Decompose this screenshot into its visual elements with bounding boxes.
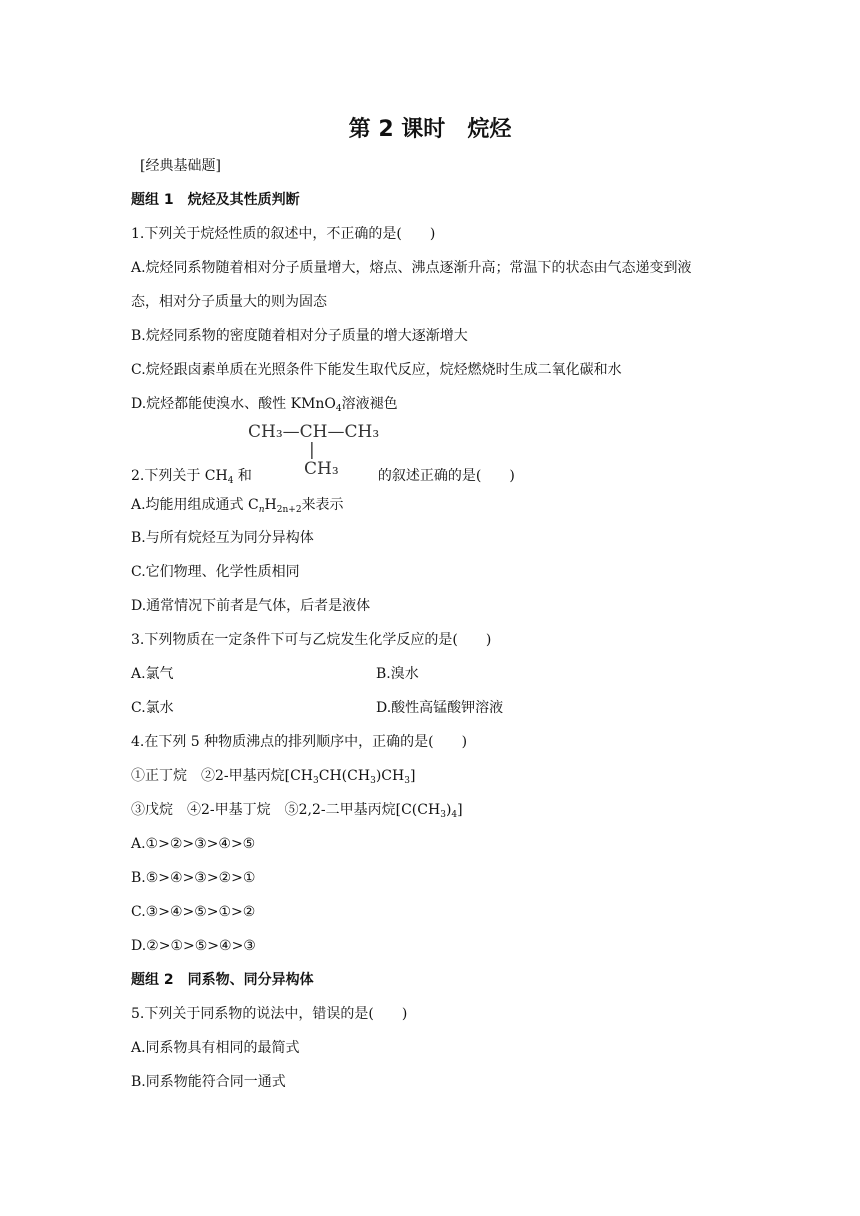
q5-option-b: B.同系物能符合同一通式 bbox=[131, 1074, 286, 1090]
q3-option-c: C.氯水 bbox=[131, 700, 174, 716]
section-label: [经典基础题] bbox=[140, 158, 221, 174]
q3-stem: 3.下列物质在一定条件下可与乙烷发生化学反应的是( ) bbox=[131, 632, 492, 648]
q1-option-b: B.烷烃同系物的密度随着相对分子质量的增大逐渐增大 bbox=[131, 328, 468, 344]
q4-option-b: B.⑤>④>③>②>① bbox=[131, 870, 256, 886]
q2-stem: 2.下列关于 $CH_4$ 和 的叙述正确的是( ) bbox=[131, 468, 515, 486]
q3-option-b: B.溴水 bbox=[376, 666, 419, 682]
q4-items-line1: ①正丁烷 ②2-甲基丙烷$[CH_3CH(CH_3)CH_3]$ bbox=[131, 768, 416, 786]
q3-option-a: A.氯气 bbox=[131, 666, 174, 682]
q4-option-d: D.②>①>⑤>④>③ bbox=[131, 938, 256, 954]
lesson-number: 第 2 课时 bbox=[348, 117, 446, 142]
q4-stem: 4.在下列 5 种物质沸点的排列顺序中，正确的是( ) bbox=[131, 734, 468, 750]
page-title bbox=[0, 112, 860, 143]
group-heading-1: 题组 1 烷烃及其性质判断 bbox=[131, 192, 300, 208]
formula-branch-bond: | bbox=[309, 440, 315, 460]
q2-option-a: A.均能用组成通式 $C_nH_{2n+2}$来表示 bbox=[131, 497, 344, 515]
q2-option-d: D.通常情况下前者是气体，后者是液体 bbox=[131, 598, 371, 614]
q1-stem: 1.下列关于烷烃性质的叙述中，不正确的是( ) bbox=[131, 226, 436, 242]
q1-option-a: A.烷烃同系物随着相对分子质量增大，熔点、沸点逐渐升高；常温下的状态由气态递变到液 bbox=[131, 260, 692, 276]
group-heading-2: 题组 2 同系物、同分异构体 bbox=[131, 972, 314, 988]
q2-option-c: C.它们物理、化学性质相同 bbox=[131, 564, 300, 580]
q4-items-line2: ③戊烷 ④2-甲基丁烷 ⑤2,2-二甲基丙烷$[C(CH_3)_4]$ bbox=[131, 802, 463, 820]
q5-stem: 5.下列关于同系物的说法中，错误的是( ) bbox=[131, 1006, 408, 1022]
lesson-topic: 烷烃 bbox=[467, 117, 512, 142]
q4-option-c: C.③>④>⑤>①>② bbox=[131, 904, 256, 920]
q1-option-d: D.烷烃都能使溴水、酸性 KMnO$_4$溶液褪色 bbox=[131, 396, 398, 414]
formula-main-chain: CH₃—CH—CH₃ bbox=[248, 422, 380, 442]
q1-option-a-cont: 态，相对分子质量大的则为固态 bbox=[131, 294, 327, 310]
q2-option-b: B.与所有烷烃互为同分异构体 bbox=[131, 530, 314, 546]
q3-option-d: D.酸性高锰酸钾溶液 bbox=[376, 700, 504, 716]
q5-option-a: A.同系物具有相同的最简式 bbox=[131, 1040, 300, 1056]
formula-branch-group: CH₃ bbox=[304, 459, 339, 479]
q4-option-a: A.①>②>③>④>⑤ bbox=[131, 836, 256, 852]
q1-option-c: C.烷烃跟卤素单质在光照条件下能发生取代反应，烷烃燃烧时生成二氧化碳和水 bbox=[131, 362, 622, 378]
